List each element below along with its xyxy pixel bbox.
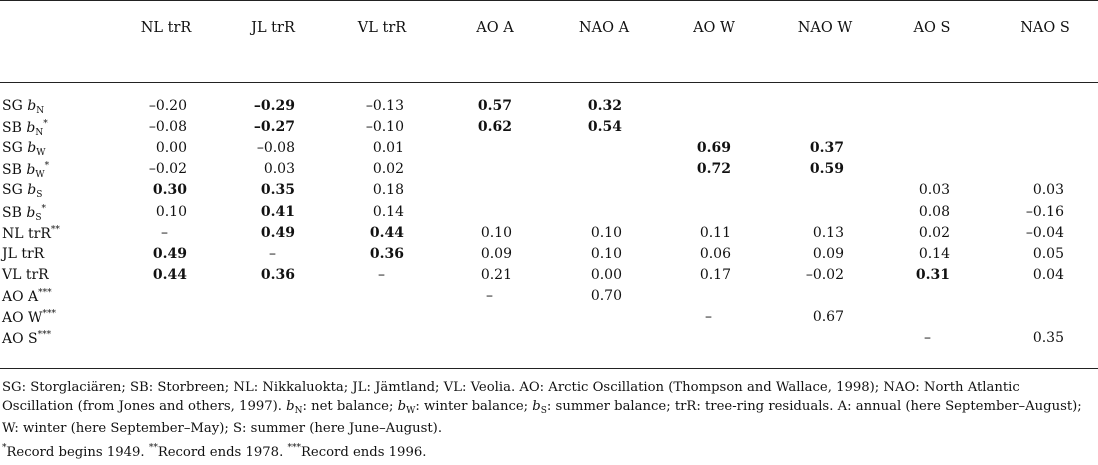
table-cell: 0.00 (155, 140, 187, 157)
table-row (0, 288, 1098, 309)
header-bottom-rule (0, 82, 1098, 83)
abbreviation-note: SG: Storglaciären; SB: Storbreen; NL: Nikkaluokta; JL: Jämtland; VL: Veolia. AO: Arctic Oscillation (Thompson and Wallace, 1998); NAO: North Atlantic Oscillation (from Jones and others, 1997). $b_N$: net balance; $b_W$: winter balance; $b_S$: summer balance; trR: tree-ring residuals. A: annual (here September–August); W: winter (here September–May); S: summer (here June–August). (2, 380, 1082, 437)
table-cell: –0.16 (1025, 203, 1064, 220)
table-cell: 0.49 (260, 224, 295, 241)
row-label: SB $b_S^*$ (2, 203, 46, 223)
table-cell: 0.10 (590, 224, 622, 241)
table-cell: 0.31 (915, 266, 950, 283)
table-cell: –0.08 (256, 140, 295, 157)
column-header: NL trR (140, 20, 192, 36)
row-label: VL trR (2, 266, 49, 283)
table-cell: – (378, 266, 385, 283)
row-label: SB $b_N^*$ (2, 119, 48, 139)
column-header: NAO W (797, 20, 853, 36)
table-cell: 0.03 (918, 182, 950, 199)
table-cell: 0.03 (263, 161, 295, 178)
column-header: VL trR (357, 20, 407, 36)
column-header: NAO S (1020, 20, 1070, 36)
table-cell: 0.04 (1032, 266, 1064, 283)
table-cell: 0.57 (477, 98, 512, 114)
table-cell: 0.44 (369, 224, 404, 241)
table-cell: 0.69 (696, 140, 731, 157)
table-row (0, 330, 1098, 351)
table-row (0, 225, 1098, 246)
table-cell: 0.36 (369, 245, 404, 262)
table-cell: 0.06 (699, 245, 731, 262)
row-label: AO A*** (2, 287, 52, 305)
column-header: AO W (693, 20, 735, 36)
table-cell: –0.08 (148, 119, 187, 136)
table-row (0, 309, 1098, 330)
table-cell: –0.10 (365, 119, 404, 136)
table-cell: 0.59 (809, 161, 844, 178)
column-header: NAO A (578, 20, 630, 36)
table-cell: 0.54 (587, 119, 622, 136)
table-cell: –0.04 (1025, 224, 1064, 241)
table-cell: –0.13 (365, 98, 404, 114)
table-cell: – (705, 309, 712, 325)
table-cell: 0.37 (809, 140, 844, 157)
table-cell: 0.09 (812, 245, 844, 262)
table-row (0, 161, 1098, 182)
column-header: JL trR (251, 20, 295, 36)
table-cell: – (161, 224, 168, 241)
table-row (0, 98, 1098, 119)
table-cell: – (924, 330, 931, 347)
table-cell: 0.49 (152, 245, 187, 262)
table-cell: 0.09 (480, 245, 512, 262)
table-cell: 0.01 (372, 140, 404, 157)
row-label: SG $b_N$ (2, 98, 45, 116)
table-cell: 0.05 (1032, 245, 1064, 262)
table-cell: – (269, 245, 276, 262)
table-cell: 0.10 (155, 203, 187, 220)
table-row (0, 204, 1098, 225)
table-cell: 0.02 (372, 161, 404, 178)
column-header: AO A (476, 20, 514, 36)
table-cell: 0.13 (812, 224, 844, 241)
table-row (0, 119, 1098, 140)
row-label: NL trR** (2, 224, 60, 242)
table-cell: 0.10 (590, 245, 622, 262)
table-cell: 0.70 (590, 287, 622, 304)
column-header: AO S (913, 20, 951, 36)
row-label: SB $b_W^*$ (2, 161, 50, 181)
table-cell: 0.14 (918, 245, 950, 262)
table-cell: 0.32 (587, 98, 622, 114)
table-cell: 0.10 (480, 224, 512, 241)
table-top-rule (0, 0, 1098, 1)
table-row (0, 267, 1098, 288)
table-row (0, 246, 1098, 267)
table-row (0, 182, 1098, 203)
table-cell: 0.36 (260, 266, 295, 283)
table-cell: 0.35 (1032, 330, 1064, 347)
table-row (0, 140, 1098, 161)
table-cell: 0.72 (696, 161, 731, 178)
table-cell: 0.00 (590, 266, 622, 283)
row-label: AO S*** (2, 330, 52, 348)
table-cell: 0.41 (260, 203, 295, 220)
table-cell: 0.03 (1032, 182, 1064, 199)
table-bottom-rule (0, 368, 1098, 369)
table-cell: 0.21 (480, 266, 512, 283)
table-footnotes (2, 379, 1094, 462)
table-cell: 0.44 (152, 266, 187, 283)
table-cell: 0.08 (918, 203, 950, 220)
table-cell: –0.27 (253, 119, 295, 136)
table-cell: –0.20 (148, 98, 187, 114)
row-label: SG $b_S$ (2, 182, 43, 201)
table-cell: 0.02 (918, 224, 950, 241)
table-cell: 0.18 (372, 182, 404, 199)
table-cell: 0.30 (152, 182, 187, 199)
table-cell: 0.14 (372, 203, 404, 220)
table-cell: 0.67 (812, 309, 844, 325)
row-label: JL trR (2, 245, 45, 262)
row-label: AO W*** (2, 309, 56, 326)
table-cell: –0.29 (253, 98, 295, 114)
table-cell: –0.02 (805, 266, 844, 283)
table-cell: – (486, 287, 493, 304)
table-cell: 0.17 (699, 266, 731, 283)
row-label: SG $b_W$ (2, 140, 46, 159)
record-notes: *Record begins 1949. **Record ends 1978. ***Record ends 1996. (2, 442, 427, 460)
table-cell: 0.11 (699, 224, 731, 241)
table-cell: 0.62 (477, 119, 512, 136)
table-cell: 0.35 (260, 182, 295, 199)
table-cell: –0.02 (148, 161, 187, 178)
